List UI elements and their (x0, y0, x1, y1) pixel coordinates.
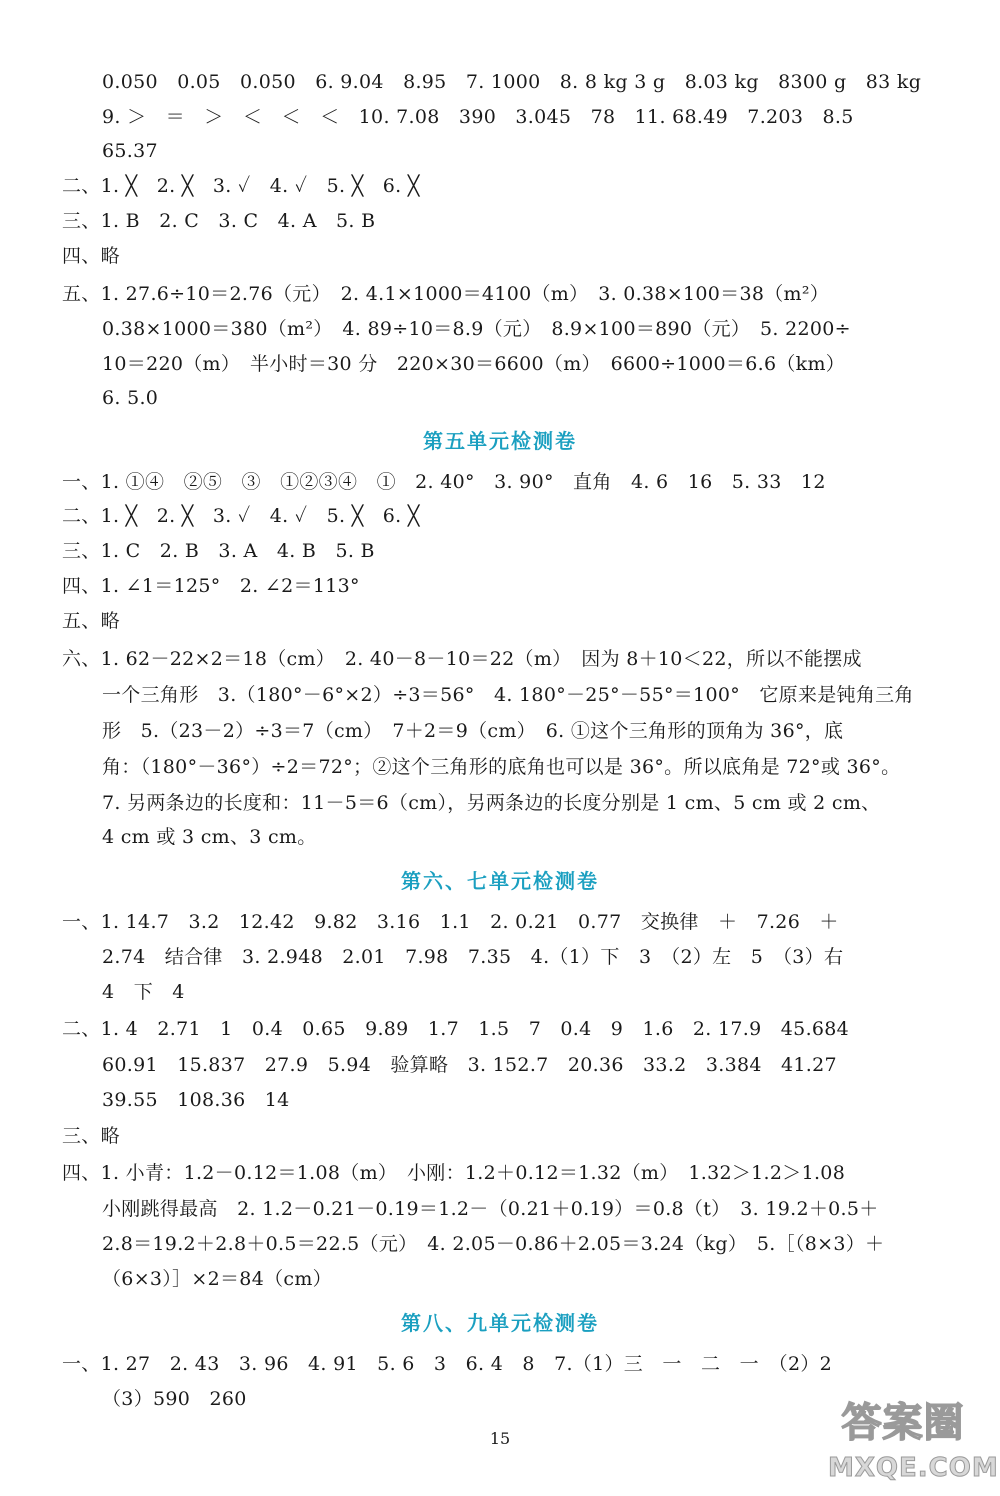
answer-line: 二、1. 4 2.71 1 0.4 0.65 9.89 1.7 1.5 7 0.4 9 1.6 2. 17.9 45.684 (62, 1018, 850, 1040)
answer-line: 9. ＞ ＝ ＞ ＜ ＜ ＜ 10. 7.08 390 3.045 78 11. 68.49 7.203 8.5 (102, 106, 854, 128)
answer-line: 2.74 结合律 3. 2.948 2.01 7.98 7.35 4.（1）下 3 （2）左 5 （3）右 (102, 946, 844, 968)
answer-line: 7. 另两条边的长度和：11－5＝6（cm），另两条边的长度分别是 1 cm、5 cm 或 2 cm、 (102, 792, 881, 814)
answer-line: 0.38×1000＝380（m²） 4. 89÷10＝8.9（元） 8.9×100＝890（元） 5. 2200÷ (102, 318, 851, 340)
answer-line: 10＝220（m） 半小时＝30 分 220×30＝6600（m） 6600÷1000＝6.6（km） (102, 353, 846, 375)
answer-line: 一、1. ①④ ②⑤ ③ ①②③④ ① 2. 40° 3. 90° 直角 4. 6 16 5. 33 12 (62, 471, 826, 493)
answer-line: 三、1. B 2. C 3. C 4. A 5. B (62, 210, 376, 232)
answer-line: 四、1. 小青：1.2－0.12＝1.08（m） 小刚：1.2＋0.12＝1.32（m） 1.32＞1.2＞1.08 (62, 1162, 846, 1184)
answer-line: 一、1. 27 2. 43 3. 96 4. 91 5. 6 3 6. 4 8 7.（1）三 一 二 一 （2）2 (62, 1353, 833, 1375)
section-heading-unit-6-7: 第六、七单元检测卷 (401, 869, 599, 893)
watermark-url-text: MXQE.COM (828, 1453, 999, 1483)
watermark-main-text: 答案圈 (841, 1400, 965, 1446)
section-heading-unit-5: 第五单元检测卷 (423, 429, 577, 453)
answer-line: 二、1. ╳ 2. ╳ 3. ✓ 4. ✓ 5. ╳ 6. ╳ (62, 175, 420, 197)
answer-line: 二、1. ╳ 2. ╳ 3. ✓ 4. ✓ 5. ╳ 6. ╳ (62, 505, 420, 527)
answer-line: 39.55 108.36 14 (102, 1089, 290, 1111)
answer-line: 形 5.（23－2）÷3＝7（cm） 7＋2＝9（cm） 6. ①这个三角形的顶角为 36°，底 (102, 720, 844, 742)
section-heading-unit-8-9: 第八、九单元检测卷 (401, 1311, 599, 1335)
answer-line: 65.37 (102, 140, 158, 162)
answer-line: 六、1. 62－22×2＝18（cm） 2. 40－8－10＝22（m） 因为 8＋10＜22，所以不能摆成 (62, 648, 862, 670)
answer-line: 6. 5.0 (102, 387, 159, 409)
answer-line: 一、1. 14.7 3.2 12.42 9.82 3.16 1.1 2. 0.21 0.77 交换律 ＋ 7.26 ＋ (62, 911, 839, 933)
answer-line: 0.050 0.05 0.050 6. 9.04 8.95 7. 1000 8. 8 kg 3 g 8.03 kg 8300 g 83 kg (102, 71, 922, 93)
answer-line: 一个三角形 3.（180°－6°×2）÷3＝56° 4. 180°－25°－55°＝100° 它原来是钝角三角 (102, 684, 914, 706)
answer-line: 2.8＝19.2＋2.8＋0.5＝22.5（元） 4. 2.05－0.86＋2.05＝3.24（kg） 5.［（8×3）＋ (102, 1233, 885, 1255)
answer-line: 五、略 (62, 610, 120, 632)
answer-line: （3）590 260 (102, 1388, 247, 1410)
answer-line: 四、略 (62, 245, 120, 267)
page-number: 15 (489, 1429, 511, 1448)
answer-line: 60.91 15.837 27.9 5.94 验算略 3. 152.7 20.36 33.2 3.384 41.27 (102, 1054, 837, 1076)
answer-line: 四、1. ∠1＝125° 2. ∠2＝113° (62, 575, 360, 597)
answer-line: 4 cm 或 3 cm、3 cm。 (102, 826, 317, 848)
answer-line: 4 下 4 (102, 981, 185, 1003)
answer-line: 角：（180°－36°）÷2＝72°；②这个三角形的底角也可以是 36°。所以底角是 72°或 36°。 (102, 756, 901, 778)
answer-line: 小刚跳得最高 2. 1.2－0.21－0.19＝1.2－（0.21＋0.19）＝0.8（t） 3. 19.2＋0.5＋ (102, 1198, 879, 1220)
answer-line: （6×3）］×2＝84（cm） (102, 1268, 332, 1290)
answer-line: 三、略 (62, 1125, 120, 1147)
watermark-logo (828, 1398, 999, 1490)
answer-line: 三、1. C 2. B 3. A 4. B 5. B (62, 540, 375, 562)
answer-line: 五、1. 27.6÷10＝2.76（元） 2. 4.1×1000＝4100（m） 3. 0.38×100＝38（m²） (62, 283, 830, 305)
